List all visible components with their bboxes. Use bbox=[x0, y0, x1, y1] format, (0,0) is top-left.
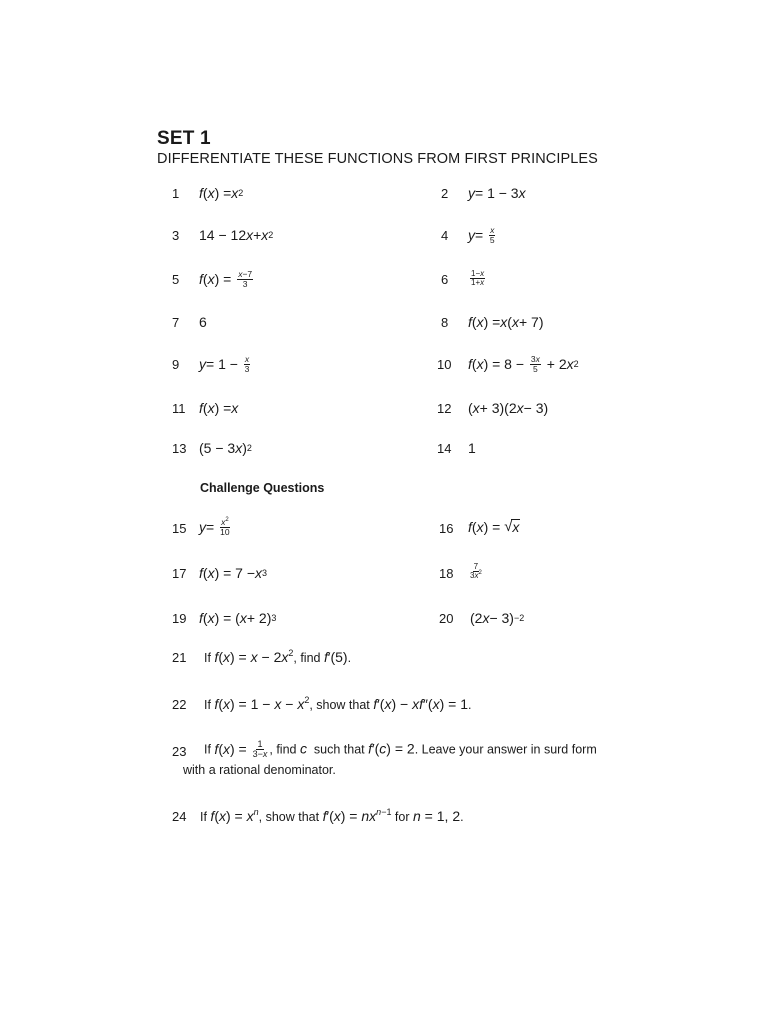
question-number: 17 bbox=[172, 566, 187, 581]
question-number: 24 bbox=[172, 809, 187, 824]
question-expression: y = $\frac{x^2}{10}$ bbox=[199, 517, 230, 537]
question-expression: (2 x − 3) −2 bbox=[470, 610, 525, 626]
question-number: 1 bbox=[172, 186, 180, 201]
challenge-heading: Challenge Questions bbox=[200, 481, 325, 495]
question-expression: y = 1 − 3 x bbox=[468, 185, 526, 201]
question-expression: f ( x ) = 7 − x 3 bbox=[199, 565, 268, 581]
question-number: 9 bbox=[172, 357, 180, 372]
question-number: 11 bbox=[172, 401, 186, 416]
question-number: 22 bbox=[172, 697, 187, 712]
question-expression: y = $\frac{x}{5}$ bbox=[468, 225, 495, 245]
question-number: 15 bbox=[172, 521, 187, 536]
question-expression: f ( x ) = x ( x + 7) bbox=[468, 314, 544, 330]
question-expression: f ( x ) = x 2 bbox=[199, 185, 244, 201]
question-number: 10 bbox=[437, 357, 452, 372]
question-number: 7 bbox=[172, 315, 180, 330]
question-number: 14 bbox=[437, 441, 452, 456]
question-expression: f ( x ) = ( x + 2) 3 bbox=[199, 610, 277, 626]
question-number: 23 bbox=[172, 744, 187, 759]
question-number: 16 bbox=[439, 521, 454, 536]
question-expression: (5 − 3 x ) 2 bbox=[199, 440, 252, 456]
question-expression: f ( x ) = x bbox=[199, 400, 239, 416]
question-number: 2 bbox=[441, 186, 449, 201]
question-text: If $f(x) = 1 - x - x^2$, show that f′(x) − xf″(x) = 1. bbox=[204, 695, 472, 712]
question-number: 4 bbox=[441, 228, 449, 243]
question-text: If $f(x) = x - 2x^2$, find f′(5). bbox=[204, 648, 352, 665]
set-title: SET 1 bbox=[157, 128, 211, 149]
question-number: 3 bbox=[172, 228, 180, 243]
question-number: 5 bbox=[172, 272, 180, 287]
question-number: 19 bbox=[172, 611, 187, 626]
question-expression: 14 − 12 x + x 2 bbox=[199, 227, 274, 243]
question-number: 8 bbox=[441, 315, 449, 330]
question-number: 20 bbox=[439, 611, 454, 626]
question-expression: 1 bbox=[468, 440, 476, 456]
question-expression: $\frac{7}{3x^2}$ bbox=[470, 562, 482, 581]
question-expression: f ( x ) = √ x bbox=[468, 518, 520, 535]
question-text: If $f(x) = x^n$, show that $f'(x) = nx^{n-1}$ for n = 1, 2. bbox=[200, 807, 464, 824]
question-expression: 6 bbox=[199, 314, 207, 330]
question-number: 21 bbox=[172, 650, 187, 665]
question-number: 13 bbox=[172, 441, 187, 456]
instruction-heading: DIFFERENTIATE THESE FUNCTIONS FROM FIRST PRINCIPLES bbox=[157, 151, 598, 167]
question-expression: $\frac{1-x}{1+x}$ bbox=[471, 269, 485, 288]
question-text: If f(x) = $\frac{1}{3-x}$ , find c such that f′(c) = 2. Leave your answer in surd form bbox=[204, 739, 597, 760]
question-expression: f ( x ) = $\frac{x-7}{3}$ bbox=[199, 269, 253, 289]
question-number: 6 bbox=[441, 272, 449, 287]
question-expression: f ( x ) = 8 − $\frac{3x}{5}$ + 2 x 2 bbox=[468, 354, 579, 374]
question-text-continued: with a rational denominator. bbox=[183, 763, 336, 777]
question-number: 12 bbox=[437, 401, 452, 416]
question-expression: y = 1 − $\frac{x}{3}$ bbox=[199, 354, 250, 374]
question-number: 18 bbox=[439, 566, 454, 581]
question-expression: ( x + 3)(2 x − 3) bbox=[468, 400, 549, 416]
